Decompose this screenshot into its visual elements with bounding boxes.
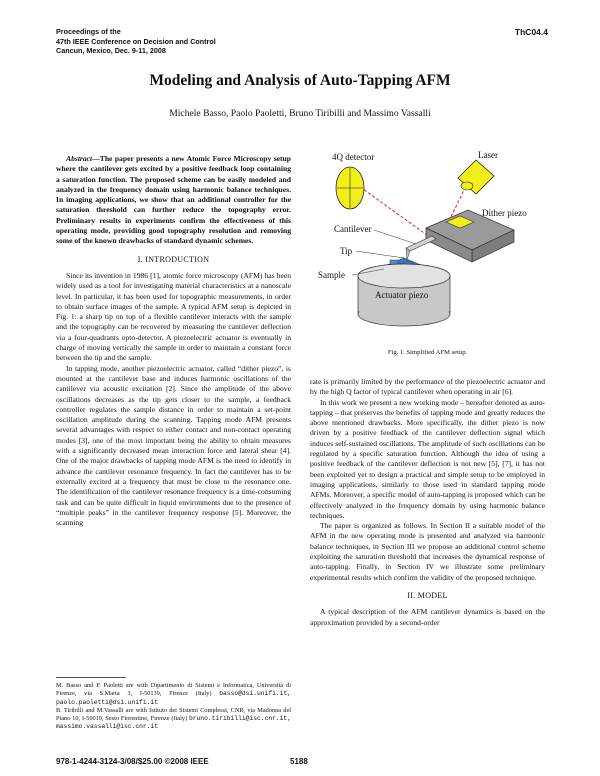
label-4q-detector: 4Q detector [332, 152, 375, 162]
section-heading-introduction: I. INTRODUCTION [137, 254, 210, 264]
detector-icon [336, 167, 364, 209]
label-actuator-piezo: Actuator piezo [375, 290, 429, 300]
afm-setup-figure [318, 148, 542, 343]
footnote-1-text: M. Basso and P. Paoletti are with Dipartimento di Sistemi e Informatica, Università di Firenze, via S.Marta 3, I-50139, Firenze (Italy) [56, 682, 291, 698]
footnote-2-text: B. Tiribilli and M.Vassalli are with Istituto dei Sistemi Complessi, CNR, via Madonna del Piano 10, I-50019, Sesto Fiorentino, Firenze (Italy) [56, 706, 291, 723]
section-heading-model: II. MODEL [407, 590, 448, 600]
conf-line-3: Cancun, Mexico, Dec. 9-11, 2008 [56, 46, 166, 55]
model-paragraph-1: A typical description of the AFM cantilever dynamics is based on the approximation provided by a second-order [310, 607, 545, 627]
right-paragraph-2: In this work we present a new working mode – hereafter denoted as auto-tapping – that preserves the benefits of tapping mode and greatly reduces the above mentioned drawbacks. More specifically, the dither piezo is now driven by a positive feedback of the cantilever deflection signal which induces self-sustained oscillations. The amplitude of such oscillations can be regulated by a specific saturation function. Although the idea of using a positive feedback of the cantilever deflection is not new [5], [7], it has not been exploited yet to design a practical and simple setup to be employed in imaging applications, similarly to those used in standard tapping mode AFMs. Moreover, a specific model of auto-tapping is proposed which can be effectively analyzed in the frequency domain by using harmonic balance techniques. [310, 397, 545, 520]
footnote-2 [56, 707, 291, 732]
label-cantilever: Cantilever [334, 224, 372, 234]
footnote-2-email[interactable]: bruno.tiribilli@isc.cnr.it, massimo.vassalli@isc.cnr.it [56, 715, 291, 731]
cantilever-icon [406, 236, 436, 251]
abstract-label: Abstract [66, 154, 93, 163]
session-code: ThC04.4 [514, 27, 548, 37]
right-paragraph-3: The paper is organized as follows. In Section II a suitable model of the AFM in the new operating mode is presented and analyzed via harmonic balance techniques, in Section III we propose an additional control scheme exploiting the saturation threshold that increases the dynamical response of auto-tapping. Finally, in Section IV we illustrate some preliminary experimental results which confirm the validity of the proposed technique. [310, 521, 545, 582]
footnotes [56, 677, 291, 732]
page-number: 5188 [290, 757, 308, 766]
abstract-text: —The paper presents a new Atomic Force Microscopy setup where the cantilever gets excited by a positive feedback loop containing a saturation function. The proposed scheme can be easily modeled and analyzed in the frequency domain using harmonic balance techniques. In imaging applications, we show that an additional controller for the saturation threshold can further reduce the topography error. Preliminary results in experiments confirm the effectiveness of this operating mode, providing good topography resolution and removing some of the known drawbacks of standard dynamic schemes. [56, 154, 291, 246]
right-column [310, 377, 545, 628]
abstract [56, 154, 291, 247]
left-column [56, 154, 291, 528]
footnote-1 [56, 682, 291, 707]
right-paragraph-1: rate is primarily limited by the performance of the piezoelectric actuator and by the high Q factor of typical cantilever when operating in air [6]. [310, 377, 545, 397]
conference-header [56, 27, 216, 56]
author-list: Michele Basso, Paolo Paoletti, Bruno Tiribilli and Massimo Vassalli [169, 108, 431, 119]
figure-caption: Fig. 1. Simplified AFM setup. [387, 349, 468, 356]
paper-title: Modeling and Analysis of Auto-Tapping AFM [149, 72, 451, 89]
laser-icon [458, 160, 494, 194]
label-dither-piezo: Dither piezo [482, 208, 527, 218]
intro-paragraph-1: Since its invention in 1986 [1], atomic force microscopy (AFM) has been widely used as a tool for investigating material characteristics at a nanoscale level. In particular, it has been used for topographic measurements, in order to obtain surface images of the sample. A typical AFM setup is depicted in Fig. 1: a sharp tip on top of a flexible cantilever interacts with the sample and the topography can be recovered by measuring the cantilever deflection via a four-quadrants opto-detector. A piezoelectric actuator is eventually in charge of moving vertically the sample in order to maintain a constant force between the tip and the sample. [56, 270, 291, 363]
footnote-1-email[interactable]: basso@dsi.unifi.it, paolo.paoletti@dsi.unifi.it [56, 690, 291, 706]
conf-line-2: 47th IEEE Conference on Decision and Control [56, 36, 216, 46]
intro-paragraph-2: In tapping mode, another piezoelectric actuator, called “dither piezo”, is mounted at the cantilever base and induces harmonic oscillations of the cantilever via acoustic excitation [2]. Since the amplitude of the above oscillations decreases as the tip gets closer to the sample, a feedback controller regulates the sample distance in order to maintain a set-point oscillation amplitude during the scanning. Tapping mode AFM presents several advantages with respect to either contact and non-contact operating modes [3], one of the most important being the ability to obtain measures with a significantly decreased mean interaction force and lateral shear [4]. One of the major drawbacks of tapping mode AFM is the need to identify in advance the cantilever resonance frequency. In fact the cantilever has to be externally excited at a frequency that must be close to the resonance one. The identification of the cantilever resonance frequency is a time-consuming task and can be quite difficult in liquid environments due to the presence of “multiple peaks” in the cantilever frequency response [5]. Moreover, the scanning [56, 363, 291, 528]
conf-line-1: Proceedings of the [56, 27, 121, 36]
footnote-rule [56, 677, 126, 678]
label-tip: Tip [340, 246, 353, 256]
label-sample: Sample [318, 270, 345, 280]
isbn-copyright: 978-1-4244-3124-3/08/$25.00 ©2008 IEEE [56, 757, 209, 766]
label-laser: Laser [478, 150, 498, 160]
